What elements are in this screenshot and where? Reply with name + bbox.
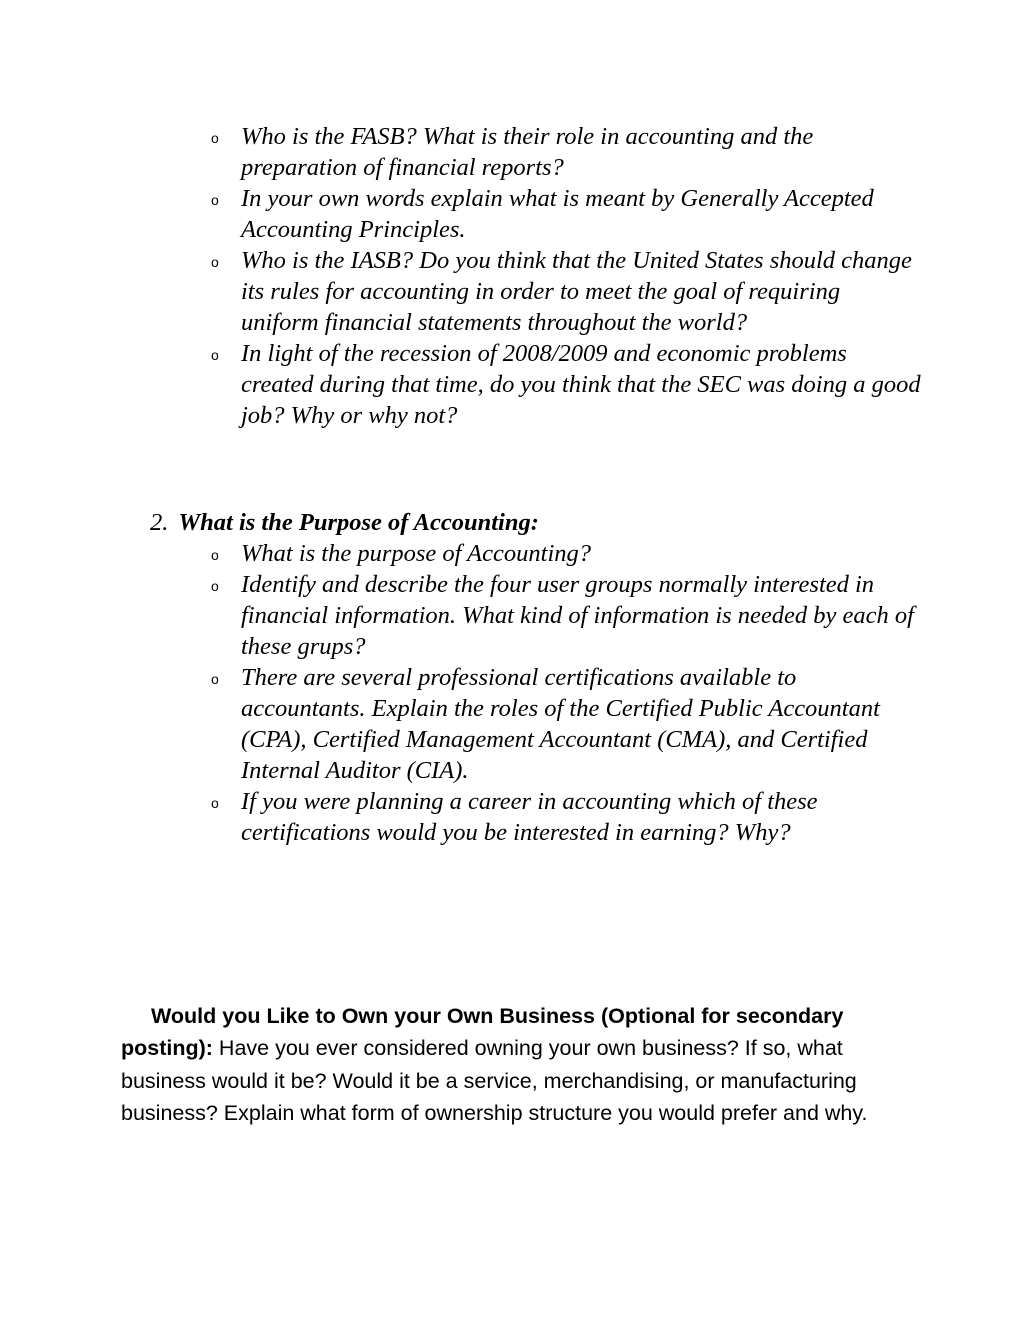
- bullet-marker: o: [211, 578, 219, 594]
- list-item-text: In light of the recession of 2008/2009 and economic problems created during that time, do you think that the SEC was doing a good job? Why or why not?: [241, 340, 921, 429]
- list-item: [0, 569, 1024, 662]
- bullet-marker: o: [211, 671, 219, 687]
- bullet-marker: o: [211, 347, 219, 363]
- list-item-text: In your own words explain what is meant by Generally Accepted Accounting Principles.: [241, 185, 874, 243]
- list-item-text: What is the purpose of Accounting?: [241, 540, 591, 567]
- list-item-text: If you were planning a career in accounting which of these certifications would you be interested in earning? Why?: [241, 788, 818, 846]
- list-item: [0, 662, 1024, 786]
- list-item-text: There are several professional certifications available to accountants. Explain the roles of the Certified Public Accountant (CPA), Certified Management Accountant (CMA), and Certified Internal Auditor (CIA).: [241, 664, 880, 784]
- section-title: What is the Purpose of Accounting:: [178, 509, 539, 536]
- list-item-text: Who is the IASB? Do you think that the United States should change its rules for accounting in order to meet the goal of requiring uniform financial statements throughout the world?: [241, 247, 912, 336]
- bullet-marker: o: [211, 254, 219, 270]
- business-paragraph: [121, 1000, 921, 1130]
- list-item-text: Who is the FASB? What is their role in accounting and the preparation of financial reports?: [241, 123, 814, 181]
- business-heading: Would you Like to Own your Own Business (Optional for secondary posting):: [121, 1003, 844, 1060]
- bullet-marker: o: [211, 547, 219, 563]
- list-item-text: Identify and describe the four user groups normally interested in financial information. What kind of information is needed by each of these grups?: [241, 571, 914, 660]
- list-item: [0, 786, 1024, 848]
- question-list-two: [0, 538, 1024, 848]
- business-body: Have you ever considered owning your own business? If so, what business would it be? Would it be a service, merchandising, or manufacturing business? Explain what form of ownership structure you would prefer and why.: [121, 1036, 868, 1125]
- bullet-marker: o: [211, 795, 219, 811]
- section-heading: [150, 507, 539, 538]
- section-number: 2.: [150, 509, 169, 536]
- bullet-marker: o: [211, 130, 219, 146]
- list-item: [0, 121, 1024, 183]
- list-item: [0, 338, 1024, 431]
- bullet-marker: o: [211, 192, 219, 208]
- list-item: [0, 245, 1024, 338]
- list-item: [0, 183, 1024, 245]
- question-list-one: [0, 121, 1024, 431]
- list-item: [0, 538, 1024, 569]
